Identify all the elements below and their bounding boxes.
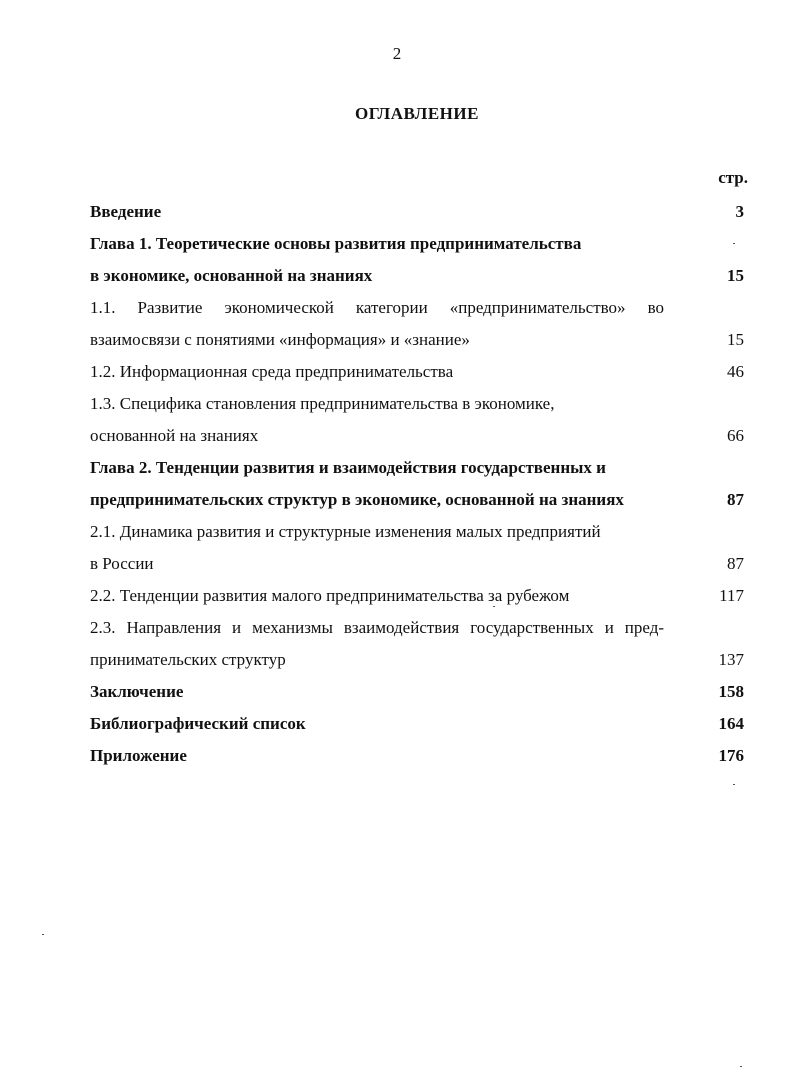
toc-entry <box>90 260 744 292</box>
toc-entry <box>90 612 744 644</box>
toc-entry-page: 15 <box>727 330 744 349</box>
toc-entry-text: Заключение <box>90 682 184 701</box>
toc-entry <box>90 324 744 356</box>
scan-speck <box>42 934 44 935</box>
toc-entry <box>90 484 744 516</box>
scan-speck <box>733 784 735 785</box>
toc-entry <box>90 292 744 324</box>
toc-entry-page: 158 <box>718 682 744 701</box>
toc-entry-text: 2.3. Направления и механизмы взаимодействия государственных и пред- <box>90 618 664 637</box>
toc-entry-page: 3 <box>735 202 744 221</box>
toc-entry-text: Введение <box>90 202 162 221</box>
toc-entry-text: основанной на знаниях <box>90 426 259 445</box>
toc-entry <box>90 516 744 548</box>
toc-entry <box>90 356 744 388</box>
toc-entry <box>90 420 744 452</box>
toc-entry-text: 1.1. Развитие экономической категории «предпринимательство» во <box>90 298 664 317</box>
toc-entry-page: 66 <box>727 426 744 445</box>
toc-entry <box>90 228 744 260</box>
toc-entry-page: 87 <box>727 554 744 573</box>
toc-entry-text: 1.3. Специфика становления предпринимательства в экономике, <box>90 394 555 413</box>
toc-entry-text: 2.1. Динамика развития и структурные изменения малых предприятий <box>90 522 601 541</box>
toc-entry-text: Глава 2. Тенденции развития и взаимодействия государственных и <box>90 458 606 477</box>
page-number: 2 <box>392 44 402 63</box>
toc-entry <box>90 676 744 708</box>
toc-entry-text: Приложение <box>90 746 187 765</box>
toc-entry <box>90 196 744 228</box>
toc-entry-text: в экономике, основанной на знаниях <box>90 266 373 285</box>
toc-entry-text: взаимосвязи с понятиями «информация» и «знание» <box>90 330 470 349</box>
toc-entry <box>90 740 744 772</box>
pages-column-header: стр. <box>718 168 748 187</box>
page-title: ОГЛАВЛЕНИЕ <box>355 104 479 123</box>
scan-speck <box>493 606 495 607</box>
toc-entry-text: принимательских структур <box>90 650 286 669</box>
toc-entry <box>90 708 744 740</box>
toc-entry <box>90 548 744 580</box>
toc-entry-text: 1.2. Информационная среда предпринимательства <box>90 362 454 381</box>
toc-entry-page: 46 <box>727 362 744 381</box>
toc-entry-page: 15 <box>727 266 744 285</box>
scan-speck <box>733 243 735 244</box>
toc-entry-text: 2.2. Тенденции развития малого предпринимательства за рубежом <box>90 586 570 605</box>
toc-entry-text: в России <box>90 554 154 573</box>
toc-entry-page: 87 <box>727 490 744 509</box>
toc-entry-text: Глава 1. Теоретические основы развития предпринимательства <box>90 234 582 253</box>
toc-entry <box>90 580 744 612</box>
toc-entry <box>90 452 744 484</box>
toc-entry-page: 176 <box>718 746 744 765</box>
table-of-contents <box>90 196 744 772</box>
toc-entry <box>90 644 744 676</box>
toc-entry-page: 164 <box>718 714 744 733</box>
toc-entry-page: 117 <box>719 586 744 605</box>
toc-entry <box>90 388 744 420</box>
toc-entry-text: Библиографический список <box>90 714 306 733</box>
toc-entry-page: 137 <box>718 650 744 669</box>
scan-speck <box>740 1066 742 1067</box>
toc-entry-text: предпринимательских структур в экономике, основанной на знаниях <box>90 490 624 509</box>
